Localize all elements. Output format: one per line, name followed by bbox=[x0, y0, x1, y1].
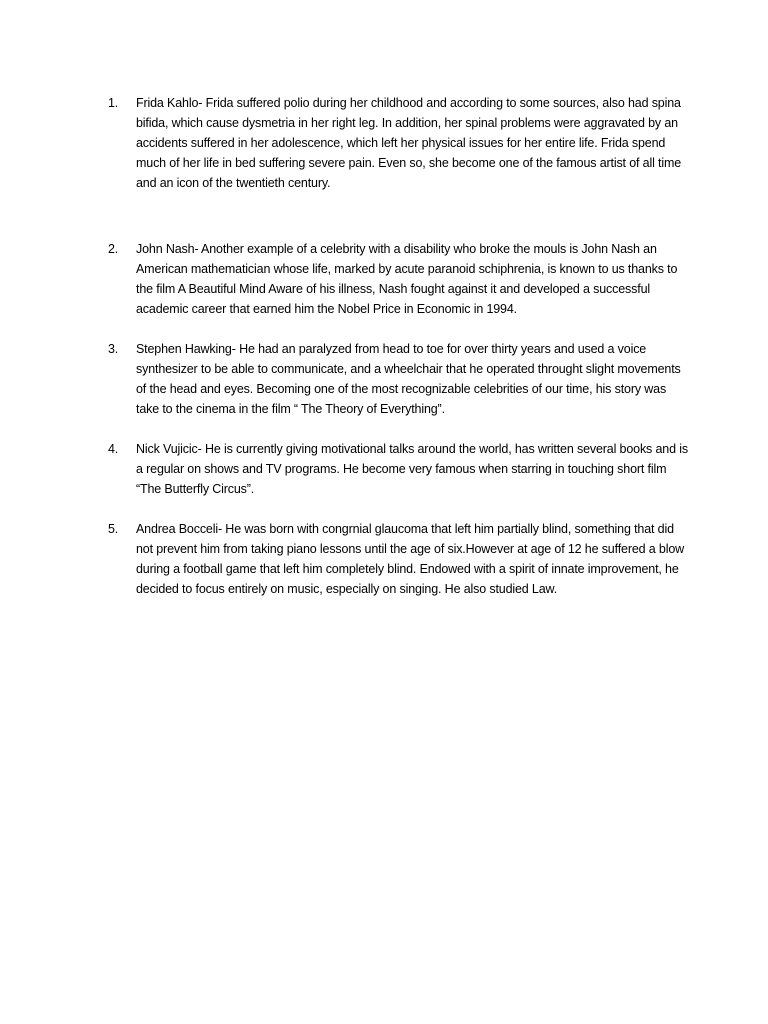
numbered-list bbox=[108, 93, 688, 599]
list-item-number: 4. bbox=[108, 442, 119, 456]
list-item bbox=[108, 339, 688, 419]
list-item bbox=[108, 439, 688, 499]
list-item-number: 2. bbox=[108, 242, 119, 256]
list-item-number: 5. bbox=[108, 522, 119, 536]
list-item-number: 1. bbox=[108, 96, 119, 110]
list-item-text: Frida Kahlo- Frida suffered polio during her childhood and according to some sources, also had spina bifida, which cause dysmetria in her right leg. In addition, her spinal problems were aggravated by an accidents suffered in her adolescence, which left her physical issues for her entire life. Frida spend much of her life in bed suffering severe pain. Even so, she become one of the famous artist of all time and an icon of the twentieth century. bbox=[136, 96, 682, 190]
list-item bbox=[108, 519, 688, 599]
list-item-text: Andrea Bocceli- He was born with congrnial glaucoma that left him partially blind, something that did not prevent him from taking piano lessons until the age of six.However at age of 12 he suffered a blow during a football game that left him completely blind. Endowed with a spirit of innate improvement, he decided to focus entirely on music, especially on singing. He also studied Law. bbox=[136, 522, 684, 596]
list-item bbox=[108, 239, 688, 319]
list-item-text: Nick Vujicic- He is currently giving motivational talks around the world, has written several books and is a regular on shows and TV programs. He become very famous when starring in touching short film “The Butterfly Circus”. bbox=[136, 442, 688, 496]
list-item-text: Stephen Hawking- He had an paralyzed from head to toe for over thirty years and used a voice synthesizer to be able to communicate, and a wheelchair that he operated throught slight movements of the head and eyes. Becoming one of the most recognizable celebrities of our time, his story was take to the cinema in the film “ The Theory of Everything”. bbox=[136, 342, 681, 416]
list-item-text: John Nash- Another example of a celebrity with a disability who broke the mouls is John Nash an American mathematician whose life, marked by acute paranoid schiphrenia, is known to us thanks to the film A Beautiful Mind Aware of his illness, Nash fought against it and developed a successful academic career that earned him the Nobel Price in Economic in 1994. bbox=[136, 242, 678, 316]
list-item-number: 3. bbox=[108, 342, 119, 356]
list-item bbox=[108, 93, 688, 193]
